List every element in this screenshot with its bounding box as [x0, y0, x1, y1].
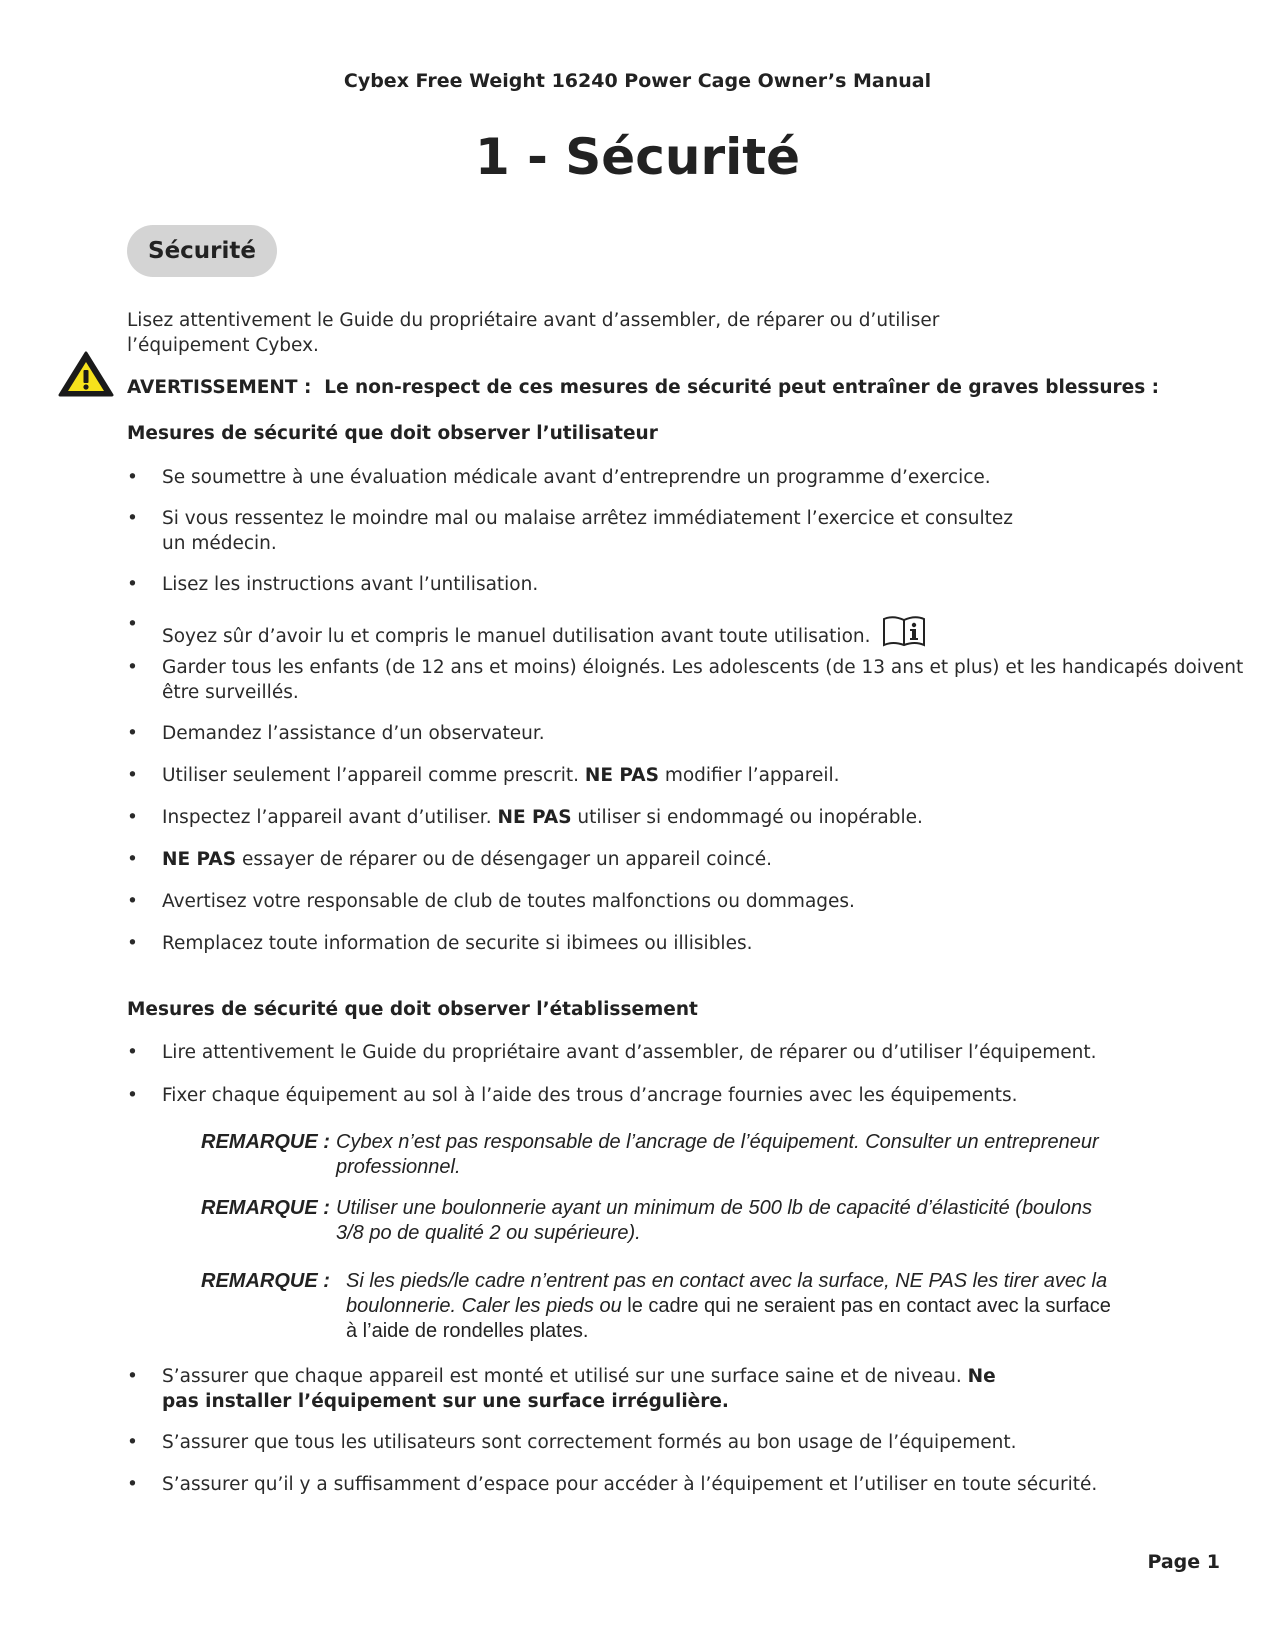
manual-info-icon: [881, 612, 927, 648]
bullet-dot: •: [127, 614, 138, 635]
intro-paragraph: Lisez attentivement le Guide du propriétaire avant d’assembler, de réparer ou d’utiliser l’équipement Cybex.: [127, 310, 940, 356]
list-item: • S’assurer que tous les utilisateurs sont correctement formés au bon usage de l’équipement.: [127, 1432, 1017, 1453]
list-item: • Utiliser seulement l’appareil comme prescrit. NE PAS modifier l’appareil.: [127, 765, 840, 786]
note-label: REMARQUE :: [201, 1197, 330, 1219]
list-item: • Si vous ressentez le moindre mal ou malaise arrêtez immédiatement l’exercice et consultez un médecin.: [127, 508, 1013, 554]
section-pill: Sécurité: [127, 225, 277, 277]
warning-label: AVERTISSEMENT :: [127, 377, 312, 398]
note-block: REMARQUE : Utiliser une boulonnerie ayant un minimum de 500 lb de capacité d’élasticité (boulons 3/8 po de qualité 2 ou supérieure).: [201, 1197, 1092, 1244]
bullet-dot: •: [127, 849, 138, 870]
list-item: • Garder tous les enfants (de 12 ans et moins) éloignés. Les adolescents (de 13 ans et plus) et les handicapés doivent être surveillés.: [127, 657, 1244, 703]
user-section-heading: Mesures de sécurité que doit observer l’utilisateur: [127, 423, 658, 444]
document-header: Cybex Free Weight 16240 Power Cage Owner’s Manual: [343, 70, 932, 92]
bullet-dot: •: [127, 1474, 138, 1495]
list-item: • Fixer chaque équipement au sol à l’aide des trous d’ancrage fournies avec les équipements.: [127, 1085, 1018, 1106]
list-item: • S’assurer que chaque appareil est monté et utilisé sur une surface saine et de niveau. Ne pas installer l’équipement sur une surface irrégulière.: [127, 1366, 996, 1412]
list-item: • S’assurer qu’il y a suffisamment d’espace pour accéder à l’équipement et l’utiliser en toute sécurité.: [127, 1474, 1098, 1495]
list-item: • NE PAS essayer de réparer ou de désengager un appareil coincé.: [127, 849, 773, 870]
list-item: • Soyez sûr d’avoir lu et compris le manuel dutilisation avant toute utilisation.: [127, 612, 1187, 649]
bullet-dot: •: [127, 933, 138, 954]
page-title: 1 - Sécurité: [474, 128, 801, 186]
page-number: Page 1: [1147, 1551, 1220, 1573]
warning-text: Le non-respect de ces mesures de sécurité peut entraîner de graves blessures :: [324, 377, 1160, 398]
list-item: • Remplacez toute information de securite si ibimees ou illisibles.: [127, 933, 753, 954]
bullet-dot: •: [127, 765, 138, 786]
bullet-dot: •: [127, 1432, 138, 1453]
bullet-dot: •: [127, 723, 138, 744]
bullet-dot: •: [127, 574, 138, 595]
bullet-dot: •: [127, 1085, 138, 1106]
note-block: REMARQUE : Cybex n’est pas responsable de l’ancrage de l’équipement. Consulter un entrepreneur professionnel.: [201, 1131, 1099, 1178]
list-item: • Lire attentivement le Guide du propriétaire avant d’assembler, de réparer ou d’utiliser l’équipement.: [127, 1042, 1097, 1063]
list-item: • Lisez les instructions avant l’untilisation.: [127, 574, 539, 595]
bullet-dot: •: [127, 657, 138, 678]
bullet-dot: •: [127, 891, 138, 912]
list-item: • Inspectez l’appareil avant d’utiliser. NE PAS utiliser si endommagé ou inopérable.: [127, 807, 923, 828]
warning-line: [127, 377, 1247, 398]
note-label: REMARQUE :: [201, 1131, 330, 1153]
bullet-dot: •: [127, 1042, 138, 1063]
note-block: REMARQUE : Si les pieds/le cadre n’entrent pas en contact avec la surface, NE PAS les tirer avec la boulonnerie. Caler les pieds ou le cadre qui ne seraient pas en contact avec la surface à l’aide de rondelles plates.: [201, 1270, 1111, 1342]
facility-section-heading: Mesures de sécurité que doit observer l’établissement: [127, 999, 698, 1020]
bullet-dot: •: [127, 508, 138, 529]
list-item: • Avertisez votre responsable de club de toutes malfonctions ou dommages.: [127, 891, 855, 912]
list-item: • Se soumettre à une évaluation médicale avant d’entreprendre un programme d’exercice.: [127, 467, 991, 488]
bullet-dot: •: [127, 807, 138, 828]
warning-triangle-icon: [58, 350, 114, 398]
note-label: REMARQUE :: [201, 1270, 330, 1292]
bullet-dot: •: [127, 1366, 138, 1387]
list-item: • Demandez l’assistance d’un observateur.: [127, 723, 545, 744]
bullet-dot: •: [127, 467, 138, 488]
